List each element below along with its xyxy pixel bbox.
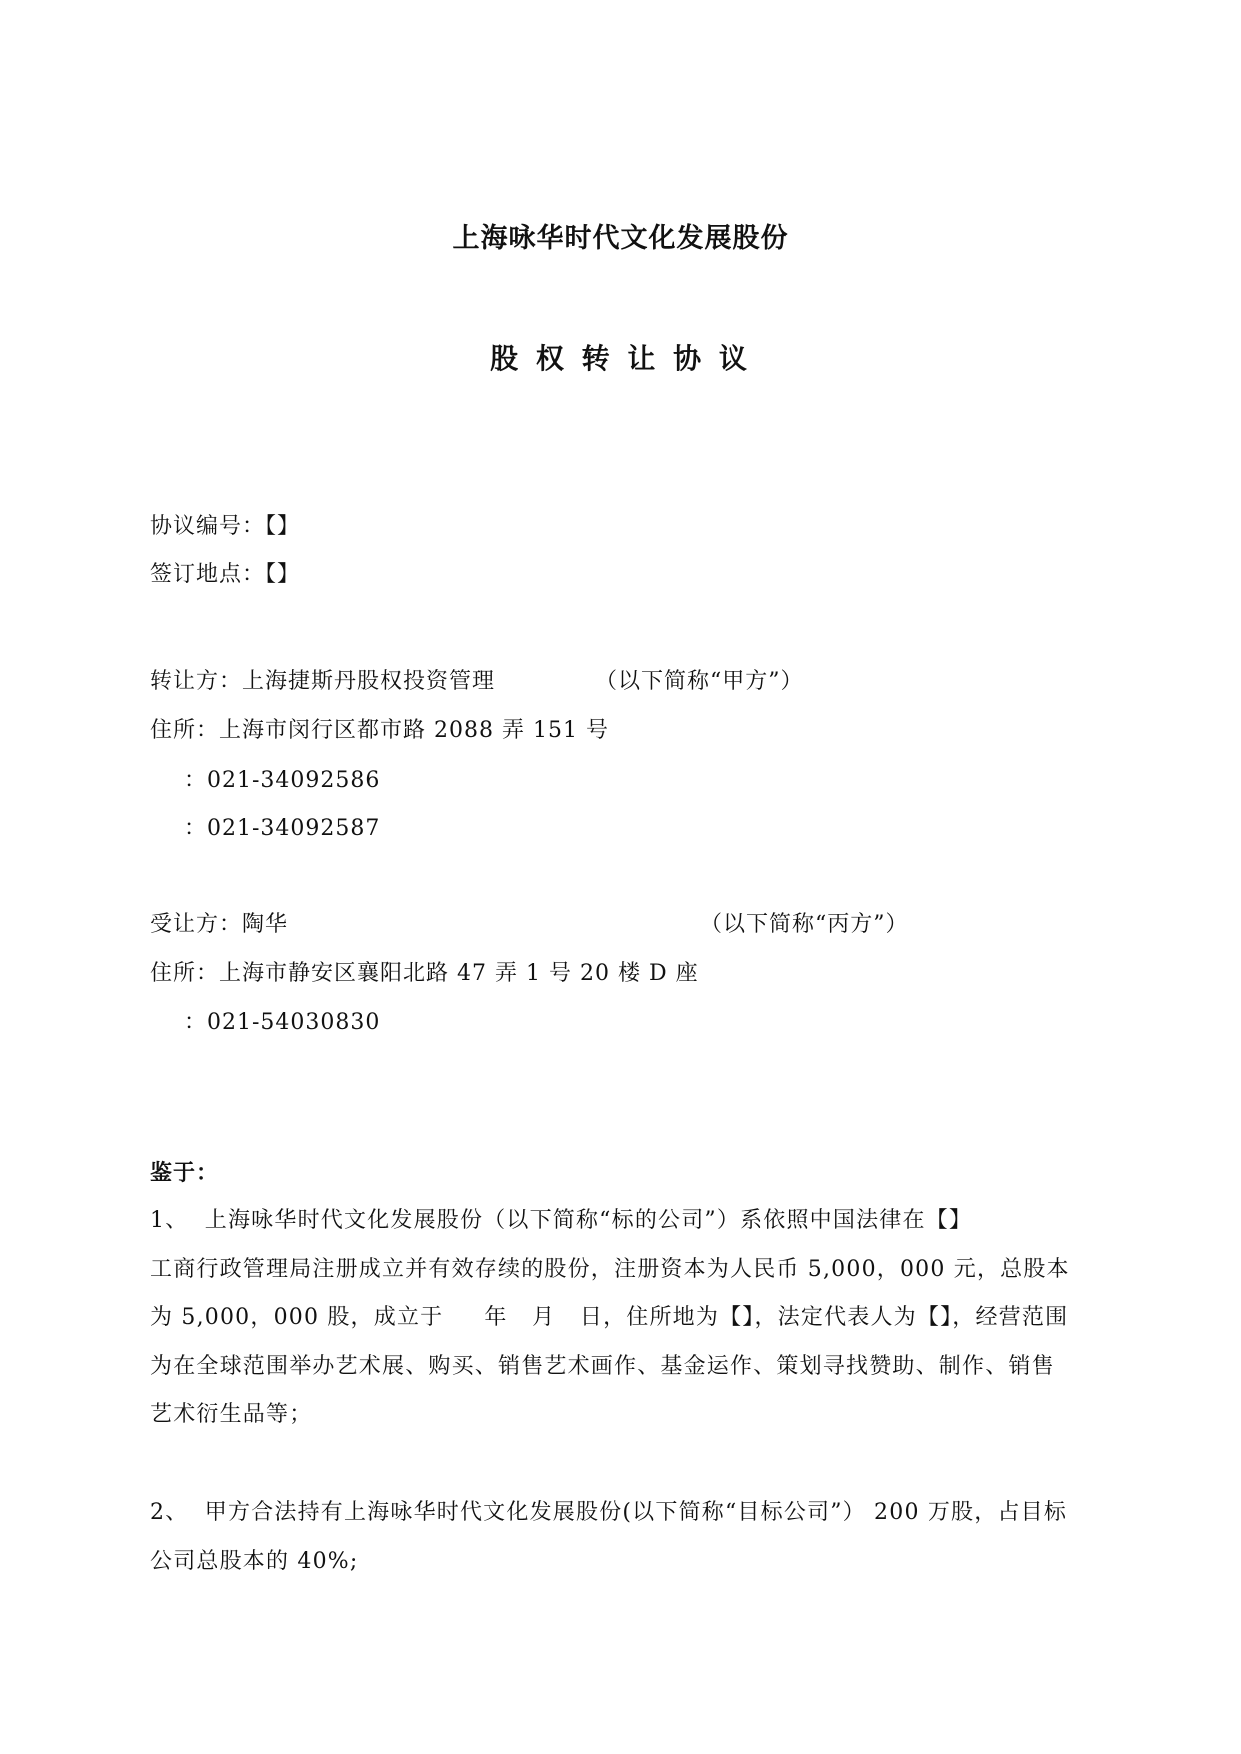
transferor-address: 住所：上海市闵行区都市路 2088 弄 151 号 xyxy=(150,718,609,743)
clause2-line: 公司总股本的 40%; xyxy=(150,1549,359,1574)
transferee-alias: （以下简称“丙方”） xyxy=(700,912,909,937)
clause1-line: 工商行政管理局注册成立并有效存续的股份，注册资本为人民币 5,000，000 元，总股本 xyxy=(150,1257,1070,1282)
clause1-line: 1、 上海咏华时代文化发展股份（以下简称“标的公司”）系依照中国法律在【】 xyxy=(150,1208,973,1233)
agreement-number: 协议编号：【】 xyxy=(150,514,301,539)
clause1-line: 为 5,000，000 股，成立于 年 月 日，住所地为【】，法定代表人为【】，经营范围 xyxy=(150,1305,1069,1330)
company-title: 上海咏华时代文化发展股份 xyxy=(452,223,789,254)
clause1-line: 艺术衍生品等； xyxy=(150,1402,313,1427)
transferor-phone: ：021-34092586 xyxy=(184,768,381,793)
signing-place: 签订地点：【】 xyxy=(150,562,301,587)
agreement-title: 股 权 转 让 协 议 xyxy=(490,342,751,375)
transferor-alias: （以下简称“甲方”） xyxy=(595,669,804,694)
transferor-name: 转让方：上海捷斯丹股权投资管理 xyxy=(150,669,496,694)
clause1-line: 为在全球范围举办艺术展、购买、销售艺术画作、基金运作、策划寻找赞助、制作、销售 xyxy=(150,1354,1055,1379)
transferor-fax: ：021-34092587 xyxy=(184,816,381,841)
clause2-line: 2、 甲方合法持有上海咏华时代文化发展股份(以下简称“目标公司”） 200 万股，占目标 xyxy=(150,1500,1068,1525)
transferee-phone: ：021-54030830 xyxy=(184,1010,381,1035)
transferee-address: 住所：上海市静安区襄阳北路 47 弄 1 号 20 楼 D 座 xyxy=(150,961,699,986)
transferee-name: 受让方：陶华 xyxy=(150,912,289,937)
whereas-heading: 鉴于： xyxy=(150,1160,220,1186)
